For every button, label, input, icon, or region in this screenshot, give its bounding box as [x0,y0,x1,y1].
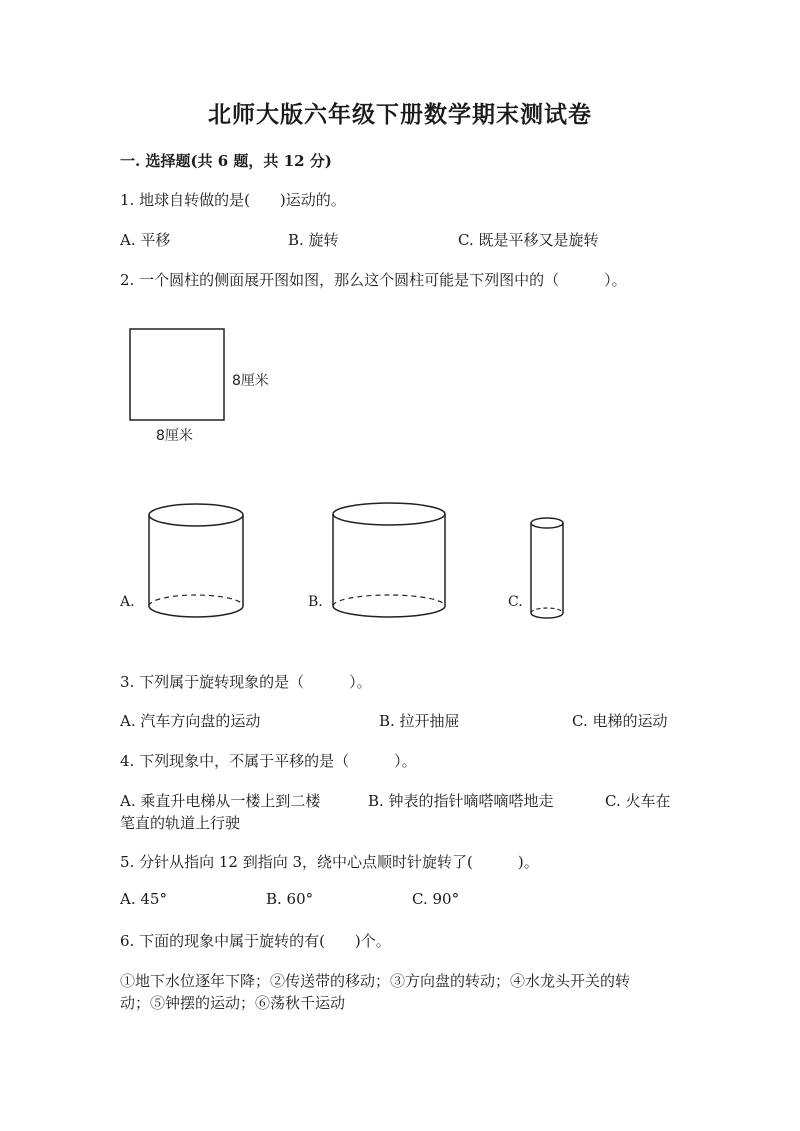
question-4-option-a: A. 乘直升电梯从一楼上到二楼 [120,792,321,810]
question-4-option-b: B. 钟表的指针嘀嗒嘀嗒地走 [368,792,554,810]
cylinder-b [333,503,445,617]
question-3-option-a: A. 汽车方向盘的运动 [120,712,261,730]
question-4-stem: 4. 下列现象中，不属于平移的是（ ）。 [120,752,417,770]
page-title: 北师大版六年级下册数学期末测试卷 [208,101,592,128]
question-1-option-a: A. 平移 [120,231,171,249]
question-6-stem: 6. 下面的现象中属于旋转的有( )个。 [120,932,391,950]
question-6-items-line-1: ①地下水位逐年下降；②传送带的移动；③方向盘的转动；④水龙头开关的转 [120,972,631,990]
unfolded-side-figure [120,320,290,450]
question-3-option-c: C. 电梯的运动 [572,712,668,730]
question-3-stem: 3. 下列属于旋转现象的是（ ）。 [120,673,372,691]
question-4-option-c-continuation: 笔直的轨道上行驶 [120,814,241,832]
side-length-label: 8厘米 [232,373,269,389]
question-3-option-b: B. 拉开抽屉 [379,712,460,730]
cylinder-c-label: C. [508,594,523,610]
question-1-option-b: B. 旋转 [288,231,339,249]
question-1-stem: 1. 地球自转做的是( )运动的。 [120,191,346,209]
question-5-option-a: A. 45° [120,890,167,908]
section-heading: 一. 选择题(共 6 题，共 12 分) [120,152,332,170]
question-1-option-c: C. 既是平移又是旋转 [458,231,599,249]
question-5-option-c: C. 90° [412,890,460,908]
question-5-stem: 5. 分针从指向 12 到指向 3，绕中心点顺时针旋转了( )。 [120,853,539,871]
question-2-stem: 2. 一个圆柱的侧面展开图如图，那么这个圆柱可能是下列图中的（ ）。 [120,271,627,289]
square-shape [130,329,224,420]
question-5-option-b: B. 60° [266,890,314,908]
cylinder-options-figure [110,495,590,630]
question-4-option-c: C. 火车在 [605,792,671,810]
question-6-items-line-2: 动；⑤钟摆的运动；⑥荡秋千运动 [120,994,346,1012]
cylinder-c [531,518,563,618]
cylinder-a [149,504,243,617]
cylinder-a-label: A. [120,594,135,610]
bottom-length-label: 8厘米 [156,428,193,444]
cylinder-b-label: B. [308,594,323,610]
